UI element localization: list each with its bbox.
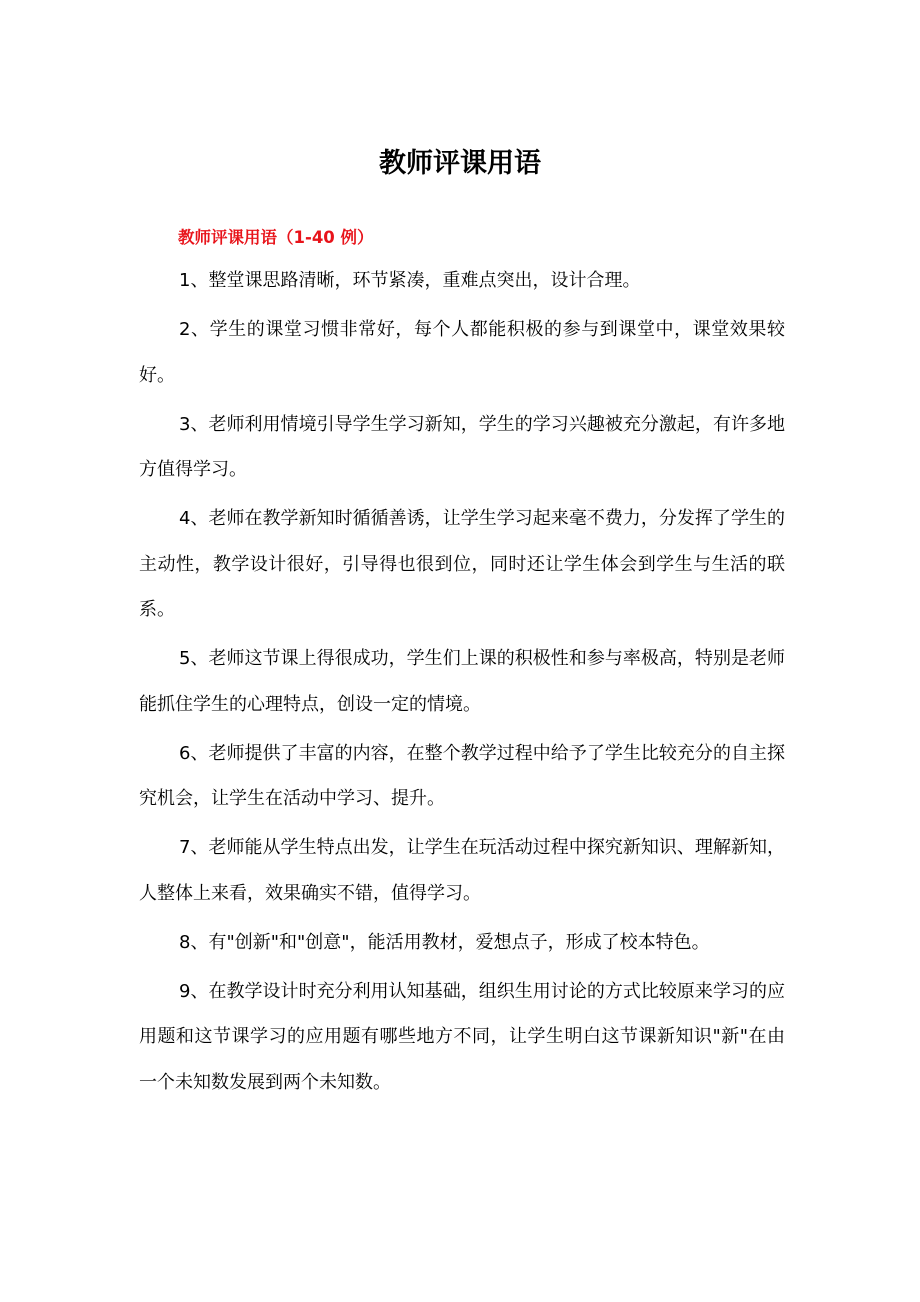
document-title: 教师评课用语 bbox=[379, 148, 541, 179]
comment-item-9: 9、在教学设计时充分利用认知基础，组织生用讨论的方式比较原来学习的应用题和这节课学习的应用题有哪些地方不同，让学生明白这节课新知识"新"在由一个未知数发展到两个未知数。 bbox=[139, 980, 785, 1093]
comment-item-8: 8、有"创新"和"创意"，能活用教材，爱想点子，形成了校本特色。 bbox=[179, 931, 710, 953]
comment-item-2: 2、学生的课堂习惯非常好，每个人都能积极的参与到课堂中，课堂效果较好。 bbox=[139, 319, 785, 386]
comment-item-7: 7、老师能从学生特点出发，让学生在玩活动过程中探究新知识、理解新知，人整体上来看，效果确实不错，值得学习。 bbox=[139, 837, 785, 904]
comment-item-5: 5、老师这节课上得很成功，学生们上课的积极性和参与率极高，特别是老师能抓住学生的心理特点，创设一定的情境。 bbox=[139, 648, 785, 715]
comment-item-1: 1、整堂课思路清晰，环节紧凑，重难点突出，设计合理。 bbox=[179, 270, 641, 291]
comment-item-6: 6、老师提供了丰富的内容，在整个教学过程中给予了学生比较充分的自主探究机会，让学生在活动中学习、提升。 bbox=[139, 742, 785, 809]
comment-item-4: 4、老师在教学新知时循循善诱，让学生学习起来毫不费力，分发挥了学生的主动性，教学设计很好，引导得也很到位，同时还让学生体会到学生与生活的联系。 bbox=[139, 508, 785, 620]
comment-item-3: 3、老师利用情境引导学生学习新知，学生的学习兴趣被充分激起，有许多地方值得学习。 bbox=[139, 413, 785, 480]
section-heading: 教师评课用语（1-40 例） bbox=[178, 228, 374, 247]
comment-list bbox=[139, 258, 785, 1109]
